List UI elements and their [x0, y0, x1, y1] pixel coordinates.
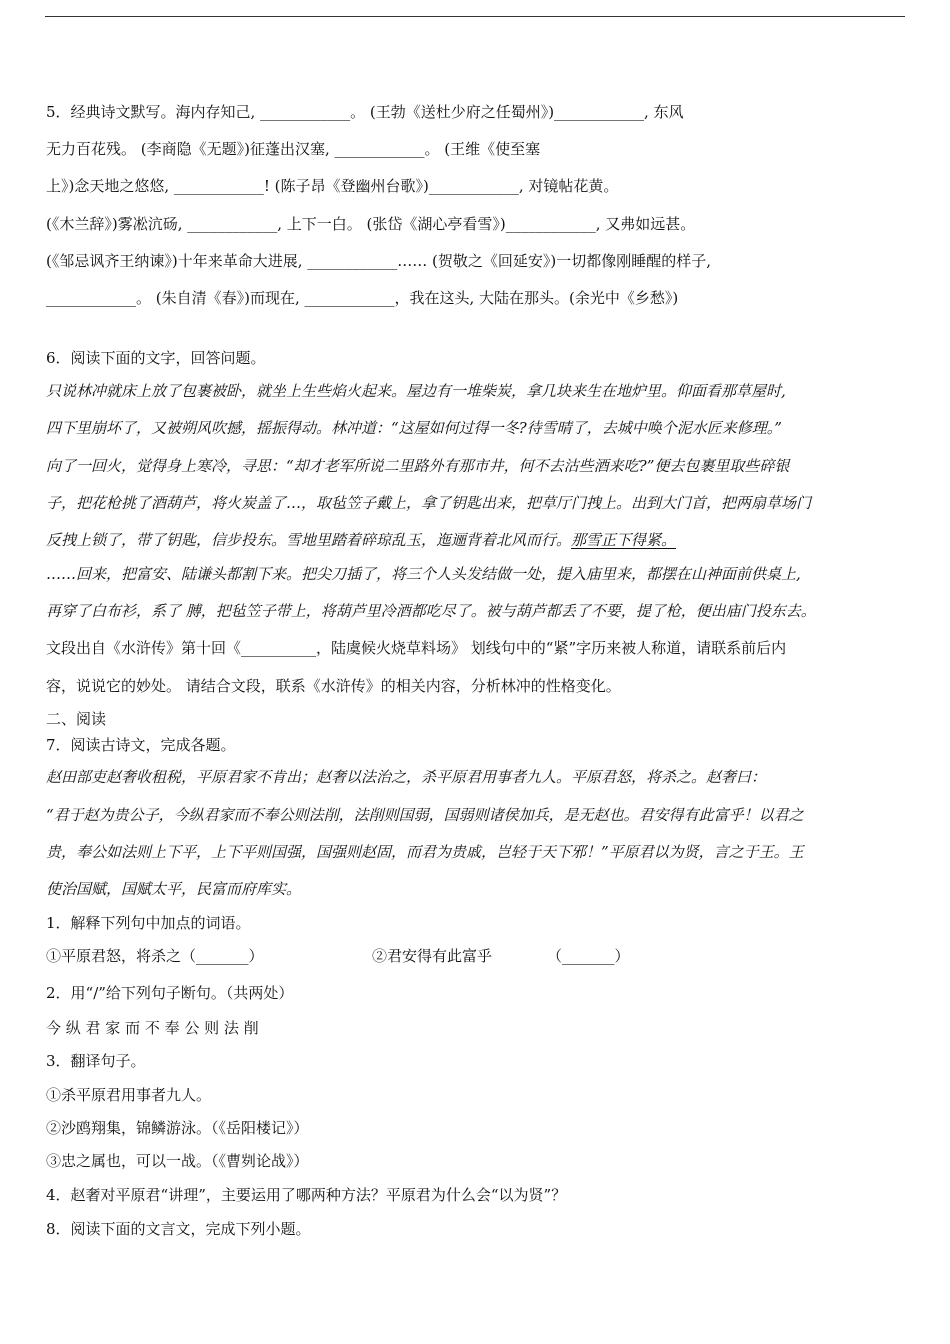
q7-sub-3: 3．翻译句子。: [46, 1052, 146, 1070]
q8-heading: 8．阅读下面的文言文，完成下列小题。: [46, 1220, 311, 1238]
q6-heading: 6．阅读下面的文字，回答问题。: [46, 349, 266, 367]
q7-sub-2: 2．用“/”给下列句子断句。（共两处）: [46, 984, 294, 1002]
q5-line-1: 5．经典诗文默写。海内存知己, ____________。 (王勃《送杜少府之任蜀州》)____________, 东风: [46, 103, 684, 121]
q6-passage-text: 反拽上锁了，带了钥匙，信步投东。雪地里踏着碎琼乱玉，迤逦背着北风而行。: [46, 531, 572, 549]
q5-line-6: ____________。 (朱自清《春》)而现在, ____________，我在这头, 大陆在那头。(余光中《乡愁》): [46, 289, 679, 307]
q6-passage-line: ……回来，把富安、陆谦头都割下来。把尖刀插了，将三个人头发结做一处，提入庙里来，都摆在山神面前供桌上,: [46, 565, 801, 583]
q6-question: 容，说说它的妙处。 请结合文段，联系《水浒传》的相关内容，分析林冲的性格变化。: [46, 677, 621, 695]
q6-passage-line: 子，把花枪挑了酒葫芦，将火炭盖了…，取毡笠子戴上，拿了钥匙出来，把草厅门拽上。出到大门首，把两扇草场门: [46, 494, 812, 512]
q7-sub-3-item-3: ③忠之属也，可以一战。（《曹刿论战》）: [46, 1152, 309, 1170]
q5-line-2: 无力百花残。 (李商隐《无题》)征蓬出汉塞, ____________。 (王维《使至塞: [46, 140, 541, 158]
q7-sub-3-item-2: ②沙鸥翔集，锦鳞游泳。（《岳阳楼记》）: [46, 1119, 309, 1137]
q5-line-4: (《木兰辞》)雾凇沆砀, ____________, 上下一白。 (张岱《湖心亭看雪》)____________, 又弗如远甚。: [46, 215, 696, 233]
q7-passage-line: 赵田部吏赵奢收租税，平原君家不肯出；赵奢以法治之，杀平原君用事者九人。平原君怒，将杀之。赵奢曰：: [46, 768, 767, 786]
q7-passage-line: “君于赵为贵公子，今纵君家而不奉公则法削，法削则国弱，国弱则诸侯加兵，是无赵也。君安得有此富乎！以君之: [46, 806, 804, 824]
q6-passage-line: [46, 530, 676, 550]
q7-sub-1: 1．解释下列句中加点的词语。: [46, 914, 251, 932]
q6-passage-line: 向了一回火，觉得身上寒冷，寻思：“却才老军所说二里路外有那市井，何不去沽些酒来吃?”便去包裹里取些碎银: [46, 457, 790, 475]
q7-sub-1-item-2: ②君安得有此富乎: [372, 947, 493, 965]
q7-passage-line: 贵，奉公如法则上下平，上下平则国强，国强则赵固，而君为贵戚，岂轻于天下邪！”平原君以为贤，言之于王。王: [46, 843, 804, 861]
q6-passage-line: 再穿了白布衫，系了 膊，把毡笠子带上，将葫芦里冷酒都吃尽了。被与葫芦都丢了不要，提了枪，便出庙门投东去。: [46, 602, 816, 620]
header-rule: [45, 16, 905, 17]
q5-line-3: 上》)念天地之悠悠, ____________! (陈子昂《登幽州台歌》)____________, 对镜帖花黄。: [46, 177, 619, 195]
q7-heading: 7．阅读古诗文，完成各题。: [46, 736, 236, 754]
q5-line-5: (《邹忌讽齐王纳谏》)十年来革命大进展, ____________…… (贺敬之《回延安》)一切都像刚睡醒的样子,: [46, 252, 711, 270]
q6-passage-line: 只说林冲就床上放了包裹被卧，就坐上生些焰火起来。屋边有一堆柴炭，拿几块来生在地炉里。仰面看那草屋时,: [46, 382, 786, 400]
q6-question: 文段出自《水浒传》第十回《__________，陆虞候火烧草料场》 划线句中的“紧”字历来被人称道，请联系前后内: [46, 639, 787, 657]
q7-sub-4: 4．赵奢对平原君“讲理”，主要运用了哪两种方法？平原君为什么会“以为贤”？: [46, 1186, 567, 1204]
q7-sub-1-item-1: ①平原君怒，将杀之（_______）: [46, 947, 264, 965]
q7-sub-2-sentence: 今 纵 君 家 而 不 奉 公 则 法 削: [46, 1019, 259, 1037]
q6-passage-line: 四下里崩坏了，又被朔风吹撼，摇振得动。林冲道：“这屋如何过得一冬?待雪晴了，去城中唤个泥水匠来修理。”: [46, 419, 782, 437]
underlined-sentence: 那雪正下得紧。: [571, 531, 677, 549]
q7-passage-line: 使治国赋，国赋太平，民富而府库实。: [46, 880, 302, 898]
q7-sub-1-item-2-blank: （_______）: [547, 947, 630, 965]
q7-sub-3-item-1: ①杀平原君用事者九人。: [46, 1086, 212, 1104]
section-heading: 二、阅读: [46, 710, 107, 728]
